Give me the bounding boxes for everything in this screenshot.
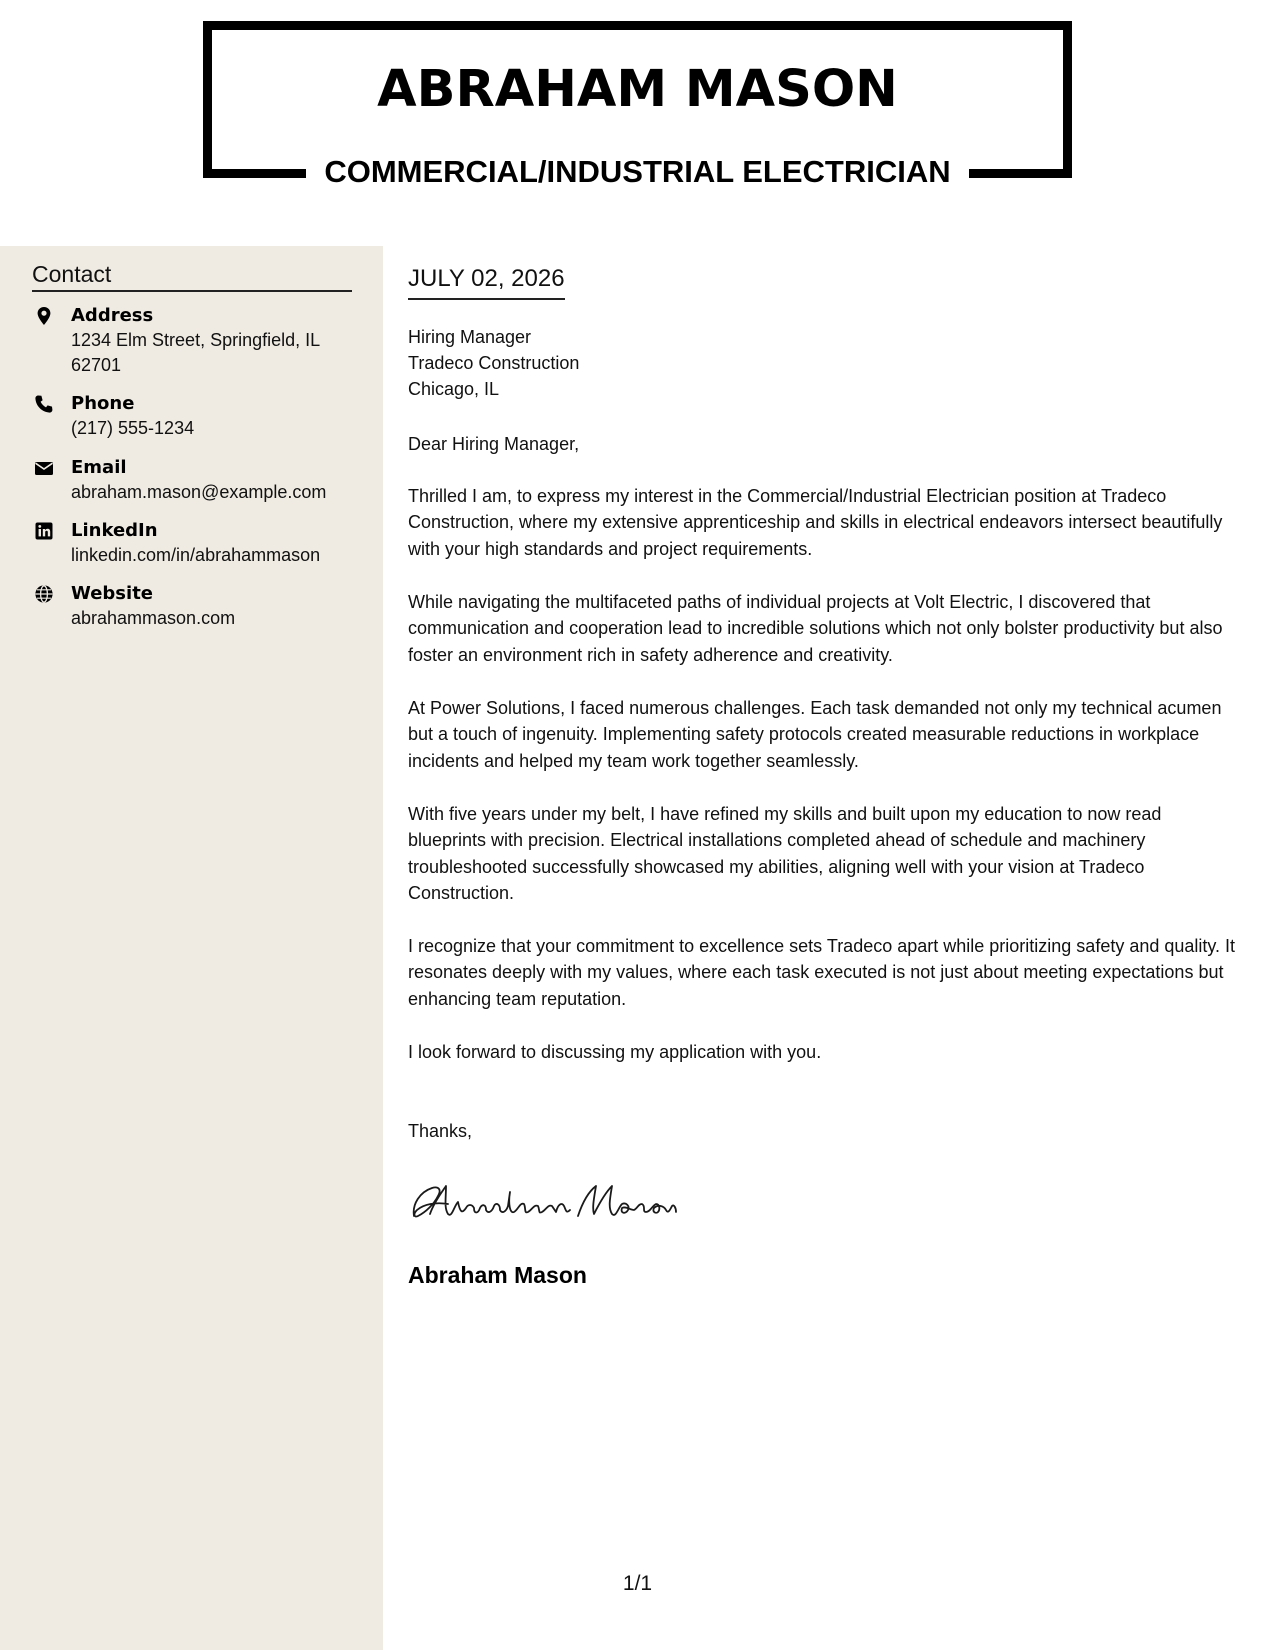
- phone-icon: [34, 394, 54, 414]
- contact-label-website: Website: [71, 583, 154, 604]
- contact-label-phone: Phone: [71, 393, 135, 414]
- contact-sidebar: [0, 246, 383, 1650]
- location-pin-icon: [34, 306, 54, 326]
- body-paragraph: While navigating the multifaceted paths of individual projects at Volt Electric, I discovered that communication and cooperation lead to incredible solutions which not only bolster productivity but also foster an environment rich in safety adherence and creativity.: [408, 592, 1223, 665]
- recipient-line: Tradeco Construction: [408, 353, 580, 373]
- header-frame-bottom-left: [203, 169, 306, 178]
- linkedin-icon: [34, 521, 54, 541]
- contact-label-address: Address: [71, 305, 154, 326]
- recipient-line: Chicago, IL: [408, 379, 500, 399]
- contact-value-email: abraham.mason@example.com: [71, 482, 327, 502]
- letter-date: JULY 02, 2026: [408, 264, 565, 300]
- globe-icon: [34, 584, 54, 604]
- contact-heading: Contact: [32, 260, 352, 292]
- signer-name: Abraham Mason: [408, 1262, 587, 1288]
- contact-value-website: abrahammason.com: [71, 608, 236, 628]
- contact-value-phone: (217) 555-1234: [71, 418, 195, 438]
- header-frame-bottom-right: [969, 169, 1072, 178]
- page-number: 1/1: [622, 1572, 653, 1595]
- body-paragraph: With five years under my belt, I have refined my skills and built upon my education to now read blueprints with precision. Electrical installations completed ahead of schedule and machinery troubleshooted successfully showcased my abilities, aligning well with your vision at Tradeco Construction.: [408, 804, 1162, 903]
- handwritten-signature: [408, 1174, 678, 1226]
- recipient-block: [408, 324, 579, 402]
- envelope-icon: [34, 458, 54, 478]
- recipient-line: Hiring Manager: [408, 327, 532, 347]
- contact-value-linkedin: linkedin.com/in/abrahammason: [71, 545, 321, 565]
- body-paragraph: At Power Solutions, I faced numerous challenges. Each task demanded not only my technical acumen but a touch of ingenuity. Implementing safety protocols created measurable reductions in workplace incidents and helped my team work together seamlessly.: [408, 698, 1222, 771]
- job-title: COMMERCIAL/INDUSTRIAL ELECTRICIAN: [324, 154, 951, 189]
- closing: Thanks,: [408, 1121, 473, 1141]
- header: [0, 0, 1275, 246]
- body-paragraph: I recognize that your commitment to excellence sets Tradeco apart while prioritizing safety and quality. It resonates deeply with my values, where each task executed is not just about meeting expectations but enhancing team reputation.: [408, 936, 1236, 1009]
- contact-label-email: Email: [71, 457, 127, 478]
- applicant-name: ABRAHAM MASON: [377, 60, 898, 119]
- body-paragraph: I look forward to discussing my application with you.: [408, 1042, 822, 1062]
- contact-label-linkedin: LinkedIn: [71, 520, 158, 541]
- contact-value-address: 1234 Elm Street, Springfield, IL 62701: [71, 330, 320, 375]
- body-paragraph: Thrilled I am, to express my interest in the Commercial/Industrial Electrician position at Tradeco Construction, where my extensive apprenticeship and skills in electrical endeavors intersect beautifully with your high standards and project requirements.: [408, 486, 1223, 559]
- salutation: Dear Hiring Manager,: [408, 434, 580, 454]
